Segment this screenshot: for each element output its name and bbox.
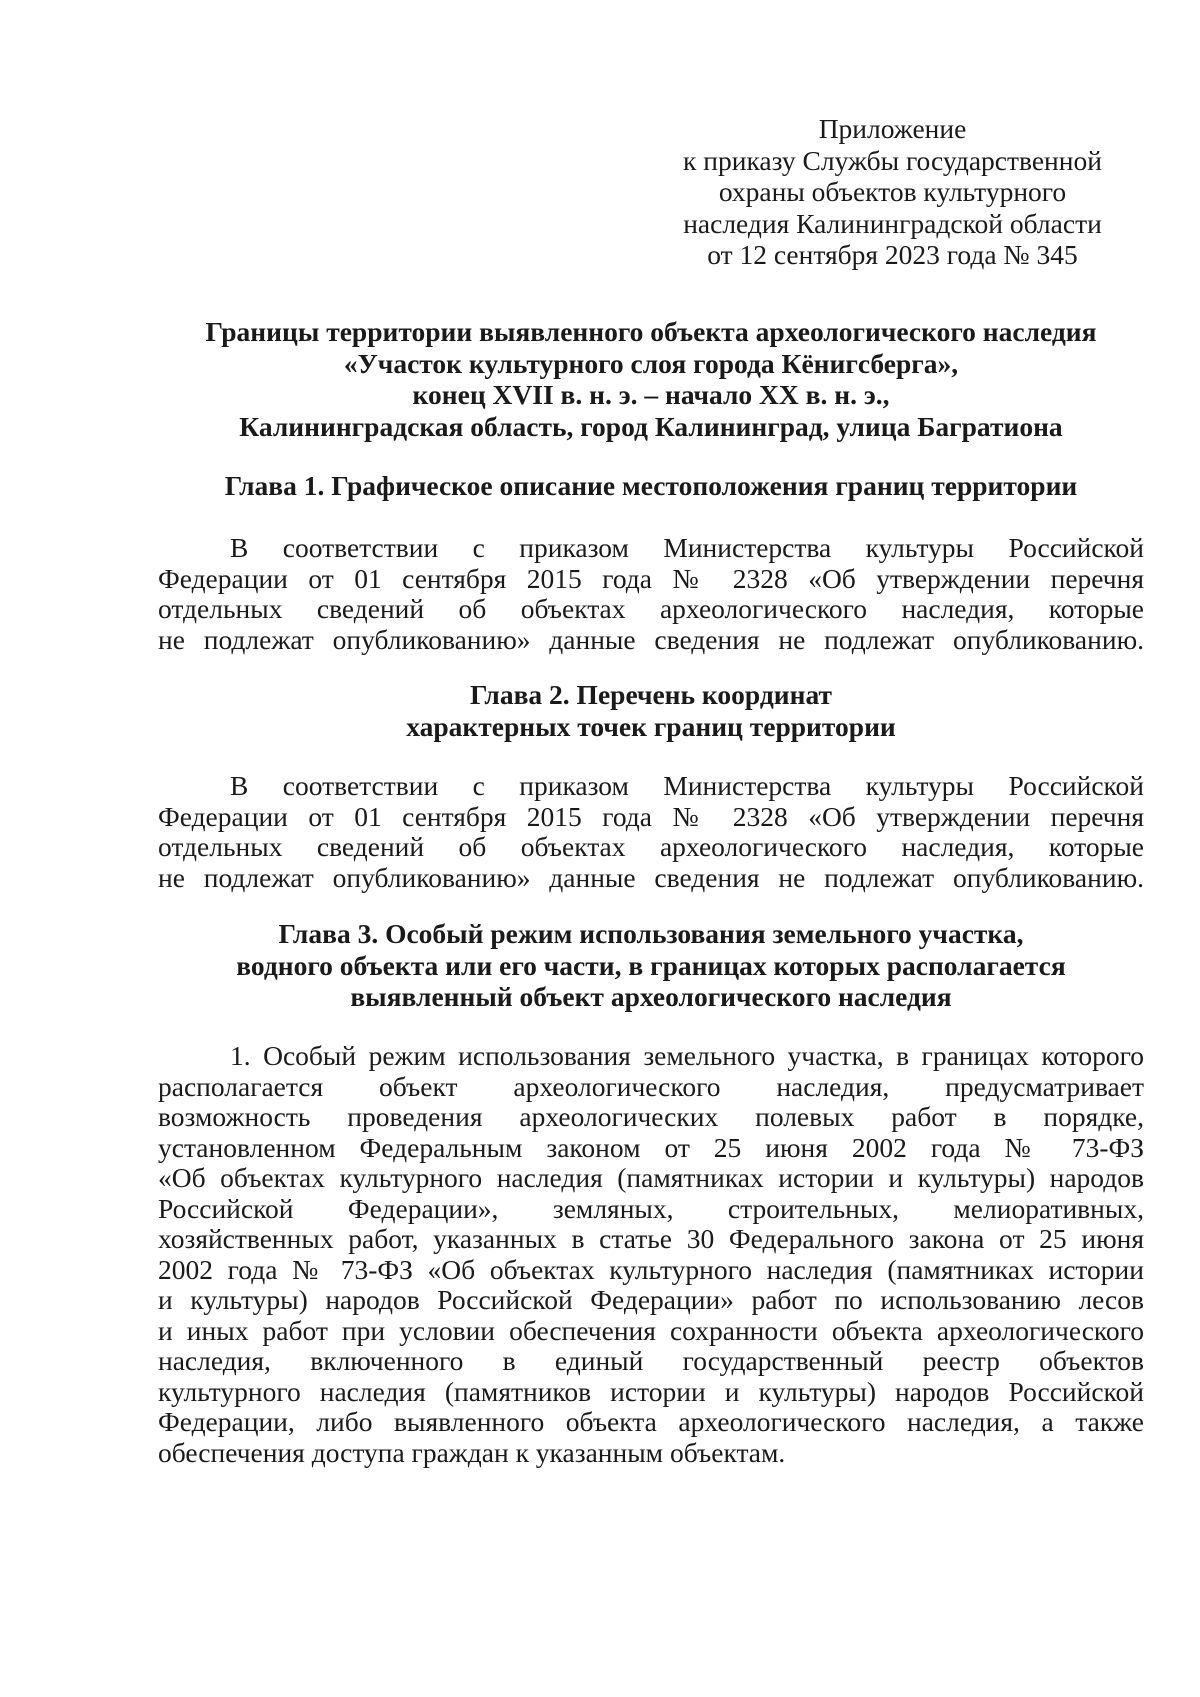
annex-line: наследия Калининградской области (683, 207, 1102, 239)
paragraph-line: и культуры) народов Российской Федерации» работ по использованию лесов (158, 1284, 1144, 1315)
chapter3-paragraph (158, 1040, 1144, 1467)
paragraph-line: Федерации, либо выявленного объекта археологического наследия, а также (158, 1406, 1144, 1437)
paragraph-line: Российской Федерации», земляных, строительных, мелиоративных, (158, 1192, 1144, 1224)
chapter3-heading (158, 918, 1144, 1013)
paragraph-line: 1. Особый режим использования земельного участка, в границах которого (230, 1040, 1144, 1071)
paragraph-line: отдельных сведений об объектах археологического наследия, которые (158, 831, 1144, 862)
paragraph-line: «Об объектах культурного наследия (памятниках истории и культуры) народов (158, 1162, 1144, 1193)
paragraph-line: установленном Федеральным законом от 25 июня 2002 года № 73-ФЗ (158, 1131, 1144, 1163)
paragraph-line: хозяйственных работ, указанных в статье 30 Федерального закона от 25 июня (158, 1223, 1144, 1254)
annex-line: охраны объектов культурного (718, 176, 1067, 207)
chapter1-heading-line: Глава 1. Графическое описание местоположения границ территории (224, 470, 1078, 501)
chapter3-heading-line: водного объекта или его части, в границах которых располагается (236, 949, 1066, 981)
chapter1-paragraph (158, 532, 1144, 654)
paragraph-line: располагается объект археологического наследия, предусматривает (158, 1070, 1144, 1102)
chapter2-paragraph (158, 770, 1144, 892)
title-line: конец XVII в. н. э. – начало XX в. н. э., (412, 379, 890, 410)
paragraph-line: В соответствии с приказом Министерства культуры Российской (230, 770, 1144, 801)
paragraph-line: Федерации от 01 сентября 2015 года № 2328 «Об утверждении перечня (158, 562, 1144, 594)
paragraph-line: возможность проведения археологических полевых работ в порядке, (158, 1101, 1144, 1132)
paragraph-line: культурного наследия (памятников истории и культуры) народов Российской (158, 1375, 1144, 1407)
paragraph-line: В соответствии с приказом Министерства культуры Российской (230, 532, 1144, 563)
annex-line: Приложение (818, 113, 967, 144)
title-line: «Участок культурного слоя города Кёнигсберга», (343, 347, 959, 379)
paragraph-line: не подлежат опубликованию» данные сведения не подлежат опубликованию. (158, 623, 1144, 655)
paragraph-line: и иных работ при условии обеспечения сохранности объекта археологического (158, 1314, 1144, 1346)
annex-line: к приказу Службы государственной (683, 144, 1102, 176)
paragraph-line: наследия, включенного в единый государственный реестр объектов (158, 1345, 1144, 1376)
chapter2-heading-line: Глава 2. Перечень координат (470, 679, 832, 710)
title-line: Калининградская область, город Калининград, улица Багратиона (239, 410, 1063, 442)
annex-header (640, 113, 1145, 271)
chapter1-heading (158, 470, 1144, 502)
paragraph-line: 2002 года № 73-ФЗ «Об объектах культурного наследия (памятниках истории (158, 1253, 1144, 1285)
document-title (158, 316, 1144, 442)
chapter3-heading-line: Глава 3. Особый режим использования земельного участка, (278, 918, 1024, 949)
chapter3-heading-line: выявленный объект археологического наследия (350, 981, 952, 1012)
paragraph-line: обеспечения доступа граждан к указанным объектам. (158, 1436, 786, 1468)
title-line: Границы территории выявленного объекта археологического наследия (205, 316, 1097, 347)
chapter2-heading-line: характерных точек границ территории (406, 710, 896, 742)
chapter2-heading (158, 679, 1144, 742)
paragraph-line: Федерации от 01 сентября 2015 года № 2328 «Об утверждении перечня (158, 800, 1144, 832)
annex-line: от 12 сентября 2023 года № 345 (707, 239, 1078, 270)
paragraph-line: отдельных сведений об объектах археологического наследия, которые (158, 593, 1144, 624)
paragraph-line: не подлежат опубликованию» данные сведения не подлежат опубликованию. (158, 861, 1144, 893)
